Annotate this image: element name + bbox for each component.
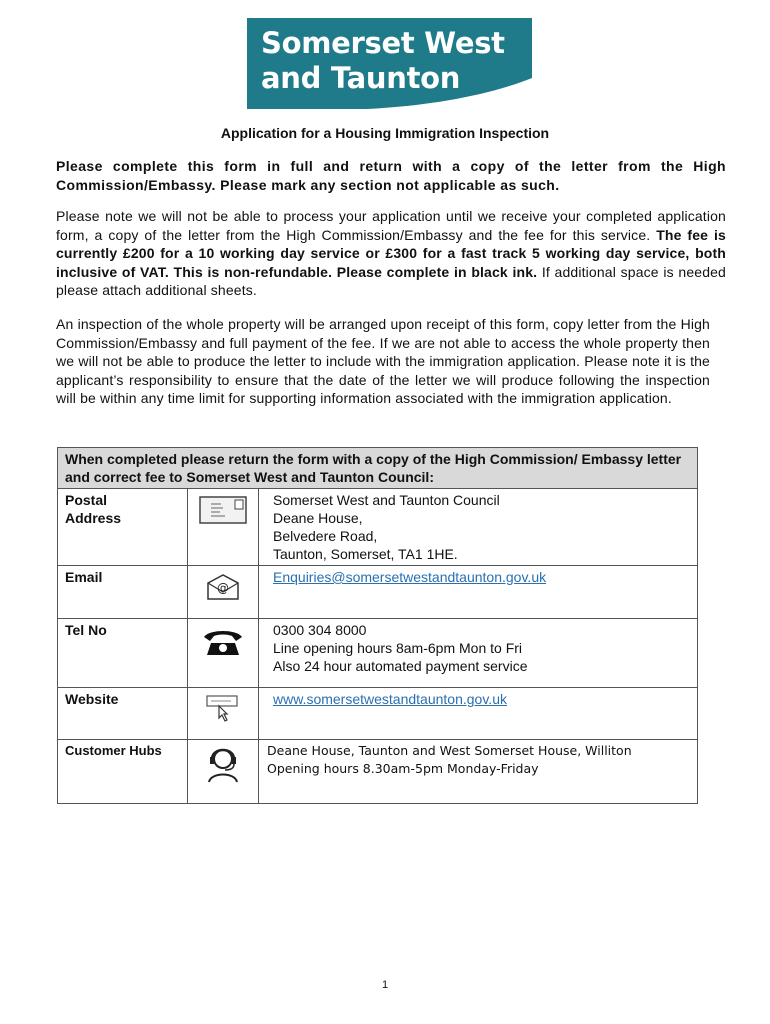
tel-value-cell [259, 619, 698, 688]
website-icon-cell [188, 688, 259, 740]
fee-note-text: Please note we will not be able to process your application until we receive your completed application form, a copy of the letter from the High Commission/Embassy and the fee for this service. [56, 208, 726, 243]
page-number: 1 [381, 979, 389, 991]
hubs-icon-cell [188, 740, 259, 804]
fee-note-paragraph [56, 207, 726, 300]
website-value-cell [259, 688, 698, 740]
website-label: Website [58, 688, 188, 740]
postal-line: Deane House, [273, 510, 363, 526]
postal-line: Taunton, Somerset, TA1 1HE. [273, 546, 458, 562]
postal-icon-cell [188, 489, 259, 566]
hubs-line: Opening hours 8.30am-5pm Monday-Friday [267, 761, 539, 776]
web-cursor-icon [205, 694, 241, 722]
website-link[interactable]: www.somersetwestandtaunton.gov.uk [273, 691, 507, 707]
council-logo [247, 18, 532, 109]
contact-table-header: When completed please return the form with a copy of the High Commission/ Embassy letter and correct fee to Somerset West and Taunton Council: [58, 448, 698, 489]
email-at-icon [206, 574, 240, 600]
email-label: Email [58, 566, 188, 619]
inspection-paragraph: An inspection of the whole property will be arranged upon receipt of this form, copy letter from the High Commission/Embassy and full payment of the fee. If we are not able to access the whole property then we will not be able to produce the letter to include with the immigration application. Please note it is the applicant’s responsibility to ensure that the date of the letter we will produce following the inspection will be within any time limit for supporting information associated with the immigration application. [56, 316, 710, 407]
contact-table [57, 447, 698, 804]
fee-note-bold: The fee is currently £200 for a 10 working day service or £300 for a fast track 5 working day service, both inclusive of VAT. This is non-refundable. Please complete in black ink. [56, 226, 726, 280]
postal-line: Belvedere Road, [273, 528, 378, 544]
postal-address-label [58, 489, 188, 566]
tel-label: Tel No [58, 619, 188, 688]
logo-text [261, 26, 505, 96]
headset-agent-icon [203, 744, 243, 784]
svg-text:@: @ [217, 581, 229, 595]
customer-hubs-label: Customer Hubs [58, 740, 188, 804]
postal-address-value [259, 489, 698, 566]
hubs-value-cell [259, 740, 698, 804]
instructions-paragraph: Please complete this form in full and return with a copy of the letter from the High Commission/Embassy. Please mark any section not applicable as such. [56, 158, 726, 193]
logo-line-1: Somerset West [261, 26, 505, 60]
page-title: Application for a Housing Immigration Inspection [220, 125, 550, 141]
telephone-icon [201, 627, 245, 657]
hubs-line: Deane House, Taunton and West Somerset House, Williton [267, 743, 632, 758]
tel-line: Also 24 hour automated payment service [273, 658, 528, 674]
postal-line: Somerset West and Taunton Council [273, 492, 500, 508]
envelope-icon [199, 496, 247, 524]
fee-note-tail: If additional space is needed please attach additional sheets. [56, 263, 726, 299]
postal-label-line2: Address [65, 510, 122, 526]
email-icon-cell [188, 566, 259, 619]
tel-icon-cell [188, 619, 259, 688]
email-value-cell [259, 566, 698, 619]
postal-label-line1: Postal [65, 492, 108, 508]
email-link[interactable]: Enquiries@somersetwestandtaunton.gov.uk [273, 569, 547, 585]
tel-line: Line opening hours 8am-6pm Mon to Fri [273, 640, 523, 656]
tel-line: 0300 304 8000 [273, 622, 367, 638]
logo-line-2: and Taunton [261, 61, 461, 95]
